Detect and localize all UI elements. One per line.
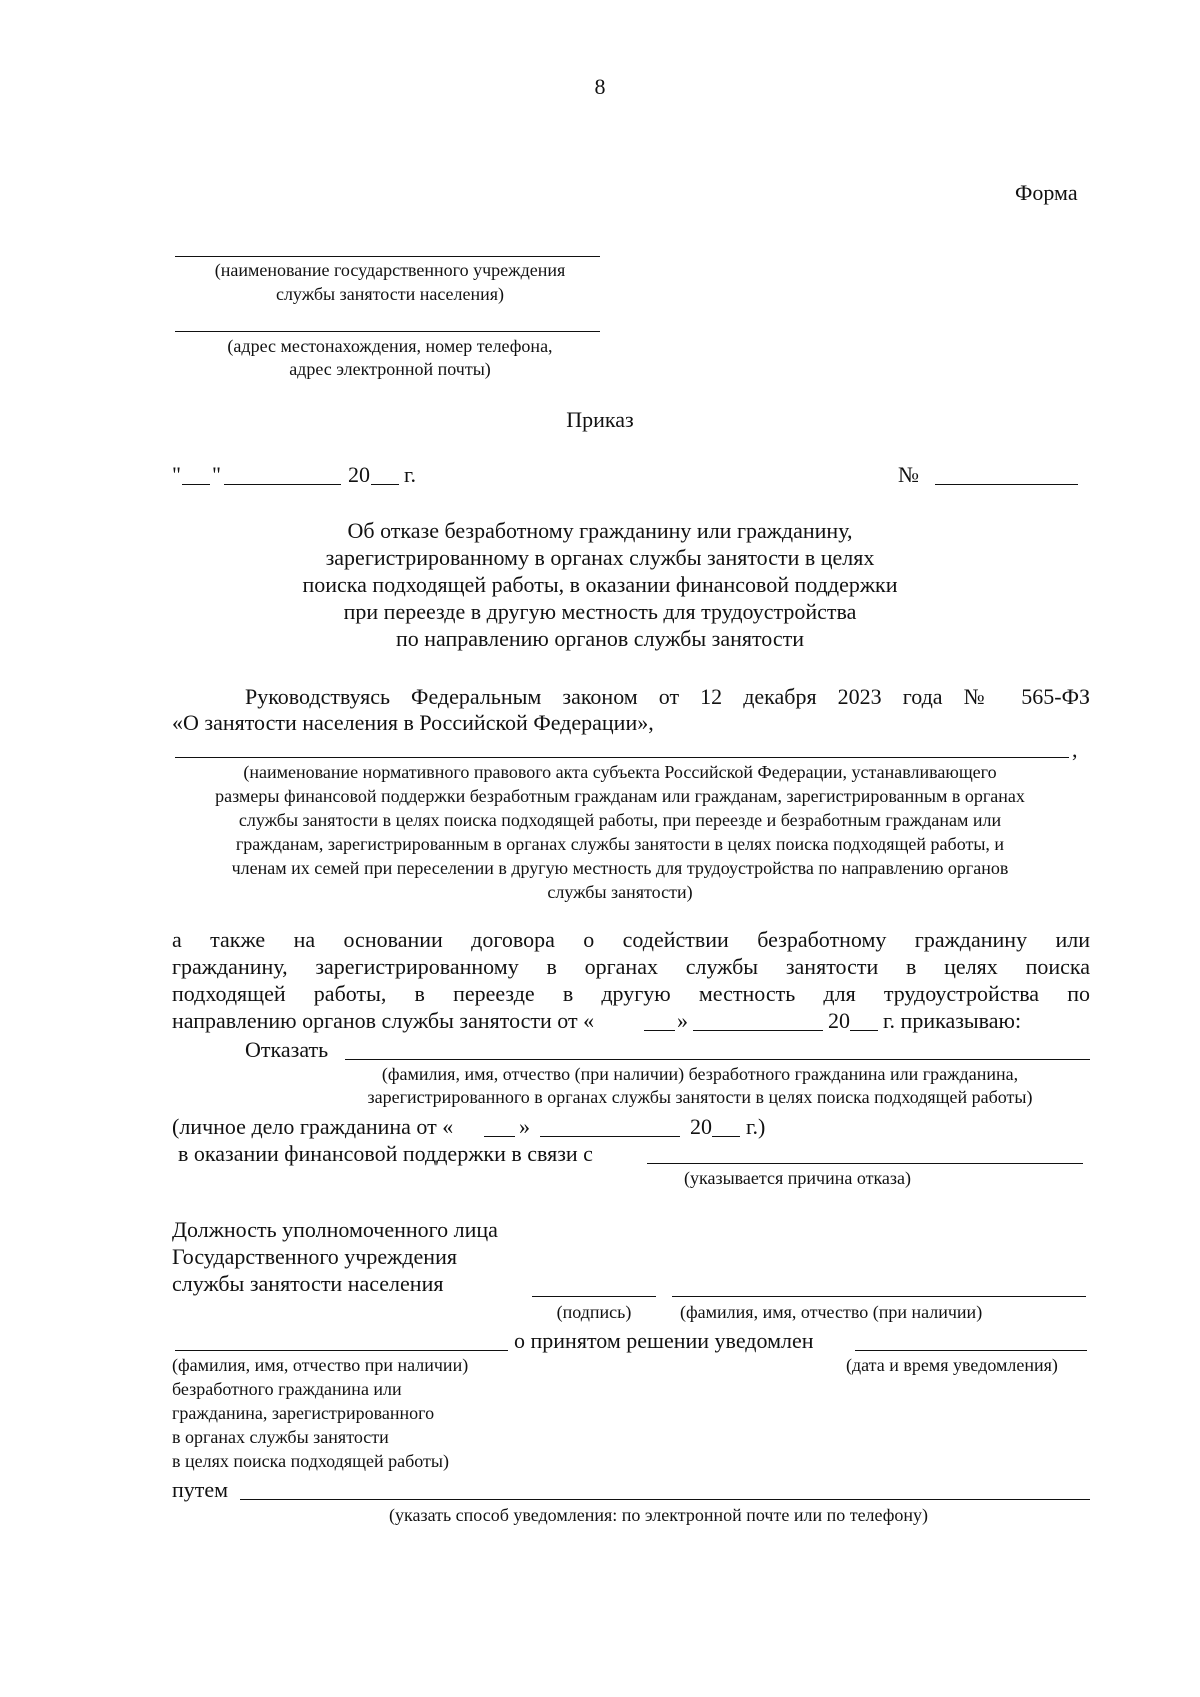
subject-line-5: по направлению органов службы занятости <box>395 626 805 651</box>
case-mid: » <box>519 1114 530 1139</box>
act-caption-6: службы занятости) <box>547 882 693 902</box>
basis-line-3: подходящей работы, в переезде в другую местность для трудоустройства по <box>172 981 1090 1006</box>
date-month-field[interactable] <box>224 484 341 485</box>
citizen-caption-1: (фамилия, имя, отчество при наличии) <box>172 1355 469 1375</box>
basis-line-4-end: г. приказываю: <box>883 1008 1022 1033</box>
case-year: 20 <box>690 1114 712 1139</box>
datetime-caption: (дата и время уведомления) <box>846 1355 1058 1375</box>
address-field[interactable] <box>175 331 600 332</box>
sign-caption: (подпись) <box>556 1302 632 1322</box>
org-name-caption-2: службы занятости населения) <box>275 284 505 304</box>
subject-line-4: при переезде в другую местность для трудоустройства <box>343 599 857 624</box>
basis-line-4-mid: » <box>677 1008 688 1033</box>
act-caption-2: размеры финансовой поддержки безработным гражданам или гражданам, зарегистрированным в органах <box>215 786 1025 806</box>
citizen-caption-3: гражданина, зарегистрированного <box>172 1403 435 1423</box>
case-day-field[interactable] <box>484 1136 515 1137</box>
org-name-field[interactable] <box>175 256 600 257</box>
citizen-caption-2: безработного гражданина или <box>172 1379 402 1399</box>
method-caption: (указать способ уведомления: по электронной почте или по телефону) <box>389 1505 929 1525</box>
citizen-name-field[interactable] <box>345 1059 1090 1060</box>
notified-label: о принятом решении уведомлен <box>514 1328 814 1353</box>
official-name-caption: (фамилия, имя, отчество (при наличии) <box>680 1302 983 1322</box>
act-caption-4: гражданам, зарегистрированным в органах службы занятости в целях поиска подходящей работы, и <box>235 834 1005 854</box>
date-day-field[interactable] <box>182 484 210 485</box>
preamble-line-1: Руководствуясь Федеральным законом от 12 декабря 2023 года № 565-ФЗ <box>245 684 1090 709</box>
subject-line-2: зарегистрированному в органах службы занятости в целях <box>325 545 875 570</box>
basis-line-1: а также на основании договора о содействии безработному гражданину или <box>172 927 1090 952</box>
basis-line-2: гражданину, зарегистрированному в органах службы занятости в целях поиска <box>172 954 1090 979</box>
notification-datetime-field[interactable] <box>855 1350 1087 1351</box>
reason-field[interactable] <box>647 1163 1083 1164</box>
position-line-1: Должность уполномоченного лица <box>172 1217 498 1242</box>
position-line-3: службы занятости населения <box>172 1271 444 1296</box>
act-caption-5: членам их семей при переселении в другую местность для трудоустройства по направлению органов <box>231 858 1009 878</box>
org-name-caption-1: (наименование государственного учреждения <box>214 260 566 280</box>
page-number: 8 <box>594 74 606 99</box>
citizen-signature-field[interactable] <box>175 1350 508 1351</box>
order-title: Приказ <box>566 407 634 432</box>
reason-label: в оказании финансовой поддержки в связи с <box>178 1141 593 1166</box>
order-number-field[interactable] <box>935 484 1078 485</box>
act-caption-3: службы занятости в целях поиска подходящей работы, при переезде и безработным гражданам или <box>238 810 1002 830</box>
address-caption-2: адрес электронной почты) <box>289 359 491 379</box>
number-label: № <box>898 462 919 487</box>
regional-act-field[interactable] <box>175 757 1069 758</box>
contract-month-field[interactable] <box>693 1030 823 1031</box>
date-quote-open: " <box>172 462 181 487</box>
method-label: путем <box>172 1477 229 1502</box>
preamble-line-2: «О занятости населения в Российской Федерации», <box>172 710 654 735</box>
date-year-prefix: 20 <box>348 462 370 487</box>
date-year-field[interactable] <box>371 484 399 485</box>
basis-line-4-start: направлению органов службы занятости от « <box>172 1008 595 1033</box>
subject-line-1: Об отказе безработному гражданину или гражданину, <box>347 518 853 543</box>
case-year-field[interactable] <box>712 1136 740 1137</box>
reason-caption: (указывается причина отказа) <box>684 1168 912 1188</box>
form-label: Форма <box>1015 180 1078 205</box>
case-start: (личное дело гражданина от « <box>172 1114 454 1139</box>
regional-act-comma: , <box>1072 737 1078 762</box>
address-caption-1: (адрес местонахождения, номер телефона, <box>227 336 553 356</box>
date-year-suffix: г. <box>404 462 417 487</box>
official-name-field[interactable] <box>672 1296 1086 1297</box>
refuse-label: Отказать <box>245 1037 329 1062</box>
refuse-caption-2: зарегистрированного в органах службы занятости в целях поиска подходящей работы) <box>367 1087 1033 1107</box>
act-caption-1: (наименование нормативного правового акта субъекта Российской Федерации, устанавливающего <box>243 762 997 782</box>
citizen-caption-5: в целях поиска подходящей работы) <box>172 1451 449 1471</box>
case-end: г.) <box>746 1114 766 1139</box>
notification-method-field[interactable] <box>240 1499 1090 1500</box>
contract-year-field[interactable] <box>850 1030 878 1031</box>
contract-day-field[interactable] <box>644 1030 675 1031</box>
position-line-2: Государственного учреждения <box>172 1244 457 1269</box>
subject-line-3: поиска подходящей работы, в оказании финансовой поддержки <box>302 572 898 597</box>
date-quote-close: " <box>212 462 221 487</box>
signature-field[interactable] <box>532 1296 656 1297</box>
refuse-caption-1: (фамилия, имя, отчество (при наличии) безработного гражданина или гражданина, <box>381 1064 1019 1084</box>
case-month-field[interactable] <box>540 1136 680 1137</box>
basis-line-4-year: 20 <box>828 1008 850 1033</box>
citizen-caption-4: в органах службы занятости <box>172 1427 389 1447</box>
